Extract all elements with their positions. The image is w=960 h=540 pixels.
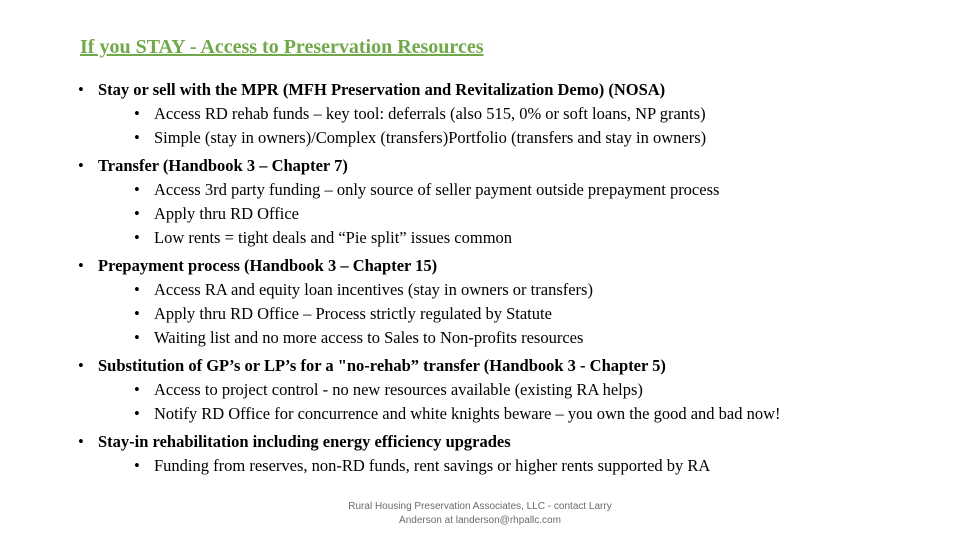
bullet-label: Stay or sell with the MPR (MFH Preservation and Revitalization Demo) (NOSA) <box>98 80 666 99</box>
slide-title: If you STAY - Access to Preservation Resources <box>80 36 484 58</box>
bullet-icon: • <box>134 380 140 399</box>
sub-bullet-item <box>98 278 938 302</box>
bullet-icon: • <box>134 128 140 147</box>
bullet-item <box>78 430 938 478</box>
sub-bullet-item <box>98 326 938 350</box>
sub-bullet-label: Funding from reserves, non-RD funds, rent savings or higher rents supported by RA <box>154 456 711 475</box>
sub-bullet-list <box>98 178 938 250</box>
sub-bullet-label: Access to project control - no new resources available (existing RA helps) <box>154 380 643 399</box>
footer-line: Anderson at landerson@rhpallc.com <box>399 515 561 526</box>
sub-bullet-item <box>98 202 938 226</box>
bullet-icon: • <box>134 204 140 223</box>
footer-credit <box>310 500 650 528</box>
footer-line: Rural Housing Preservation Associates, LLC - contact Larry <box>348 501 612 512</box>
bullet-item <box>78 254 938 350</box>
sub-bullet-label: Waiting list and no more access to Sales to Non-profits resources <box>154 328 584 347</box>
sub-bullet-list <box>98 278 938 350</box>
bullet-icon: • <box>134 456 140 475</box>
bullet-label: Transfer (Handbook 3 – Chapter 7) <box>98 156 348 175</box>
sub-bullet-list <box>98 378 938 426</box>
sub-bullet-list <box>98 454 938 478</box>
bullet-item <box>78 154 938 250</box>
sub-bullet-label: Access 3rd party funding – only source of seller payment outside prepayment process <box>154 180 720 199</box>
bullet-item <box>78 78 938 150</box>
sub-bullet-label: Low rents = tight deals and “Pie split” issues common <box>154 228 513 247</box>
sub-bullet-label: Simple (stay in owners)/Complex (transfers)Portfolio (transfers and stay in owners) <box>154 128 707 147</box>
bullet-icon: • <box>78 80 84 99</box>
bullet-icon: • <box>78 356 84 375</box>
sub-bullet-label: Notify RD Office for concurrence and white knights beware – you own the good and bad now! <box>154 404 781 423</box>
sub-bullet-list <box>98 102 938 150</box>
bullet-icon: • <box>134 280 140 299</box>
bullet-icon: • <box>134 304 140 323</box>
sub-bullet-label: Apply thru RD Office <box>154 204 299 223</box>
sub-bullet-item <box>98 126 938 150</box>
bullet-icon: • <box>134 104 140 123</box>
sub-bullet-label: Access RD rehab funds – key tool: deferrals (also 515, 0% or soft loans, NP grants) <box>154 104 706 123</box>
bullet-list <box>78 78 938 478</box>
bullet-item <box>78 354 938 426</box>
sub-bullet-label: Access RA and equity loan incentives (stay in owners or transfers) <box>154 280 593 299</box>
bullet-icon: • <box>134 404 140 423</box>
bullet-icon: • <box>134 328 140 347</box>
sub-bullet-item <box>98 454 938 478</box>
bullet-label: Prepayment process (Handbook 3 – Chapter 15) <box>98 256 438 275</box>
sub-bullet-item <box>98 226 938 250</box>
bullet-icon: • <box>134 180 140 199</box>
bullet-icon: • <box>78 256 84 275</box>
bullet-icon: • <box>78 432 84 451</box>
sub-bullet-label: Apply thru RD Office – Process strictly regulated by Statute <box>154 304 552 323</box>
sub-bullet-item <box>98 378 938 402</box>
bullet-icon: • <box>134 228 140 247</box>
bullet-label: Substitution of GP’s or LP’s for a "no-rehab” transfer (Handbook 3 - Chapter 5) <box>98 356 666 375</box>
sub-bullet-item <box>98 402 938 426</box>
sub-bullet-item <box>98 302 938 326</box>
sub-bullet-item <box>98 102 938 126</box>
bullet-icon: • <box>78 156 84 175</box>
bullet-label: Stay-in rehabilitation including energy efficiency upgrades <box>98 432 511 451</box>
sub-bullet-item <box>98 178 938 202</box>
